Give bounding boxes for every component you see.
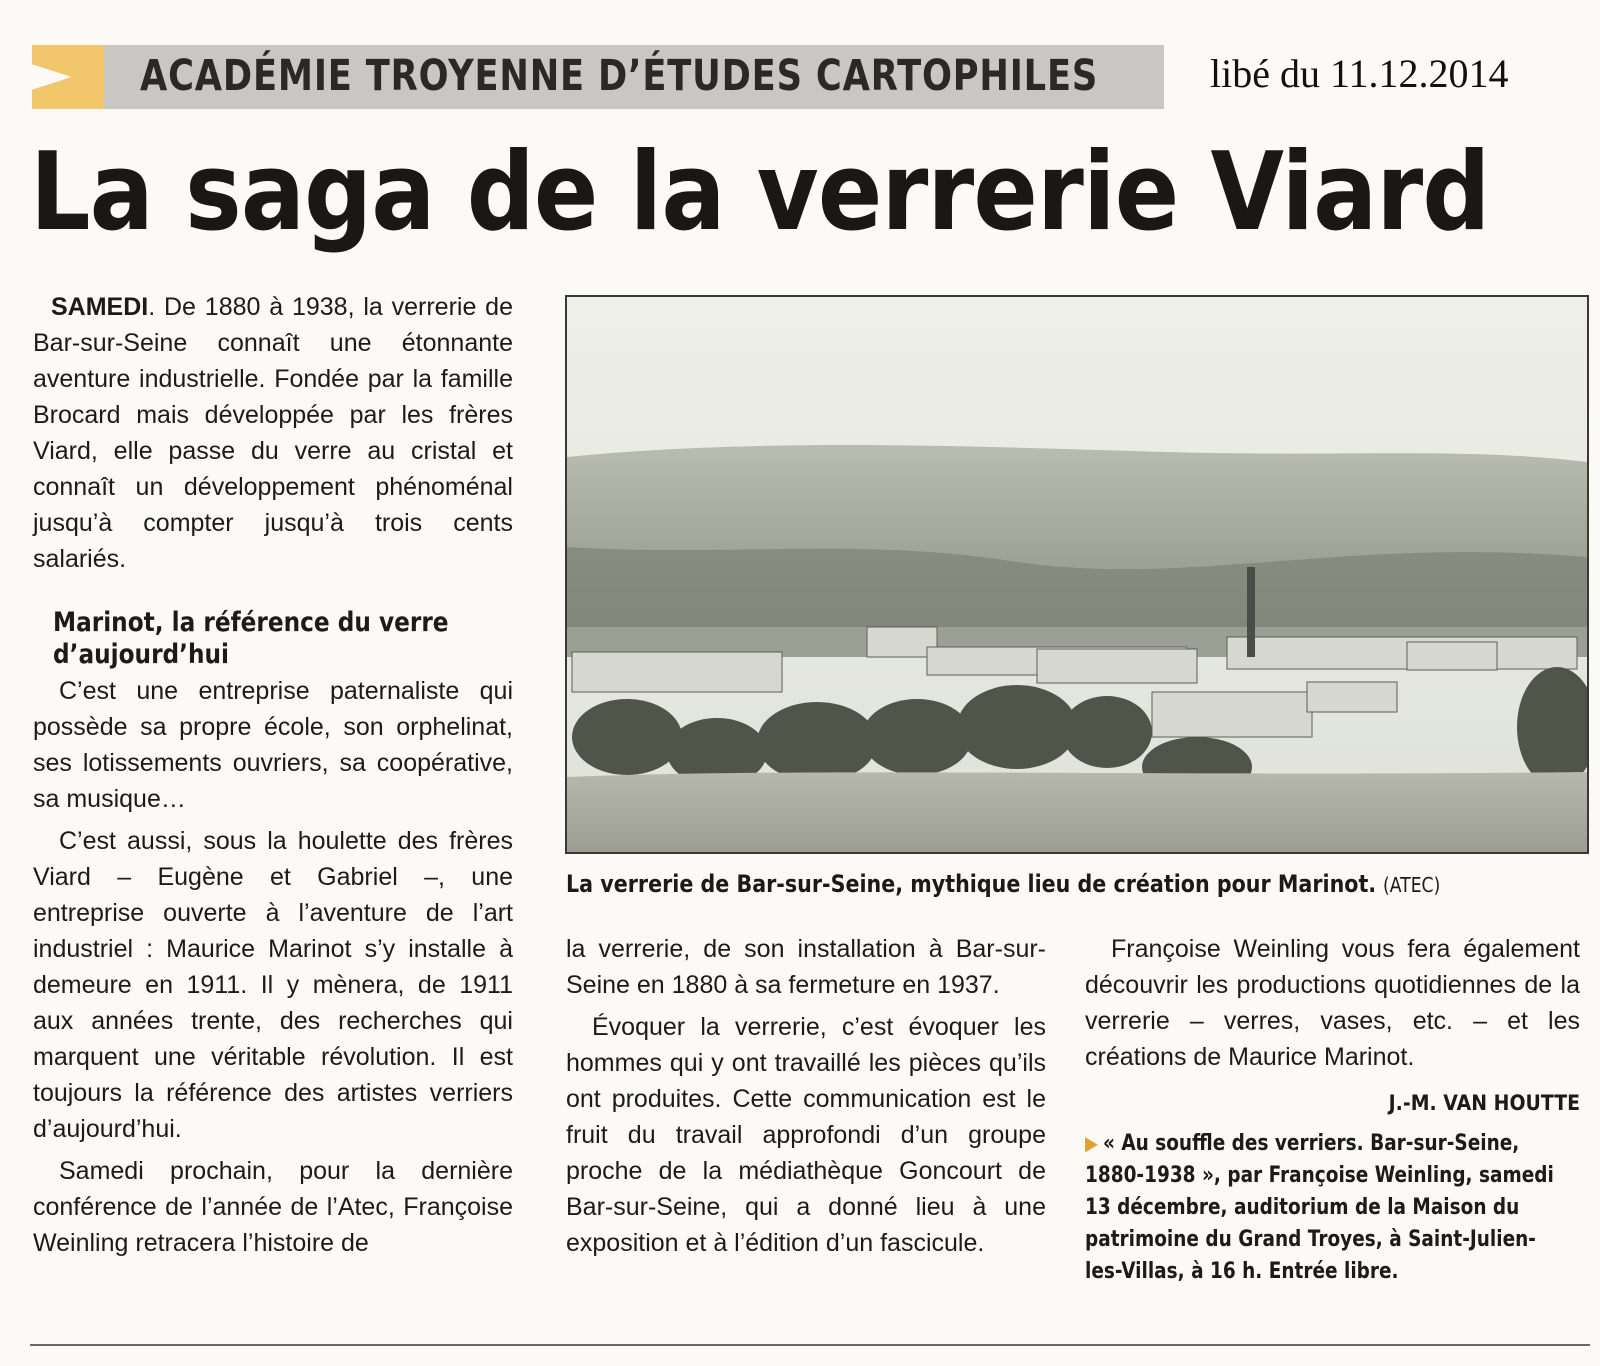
- photo-credit: (ATEC): [1383, 873, 1441, 897]
- paragraph: la verrerie, de son installation à Bar-sur-Seine en 1880 à sa fermeture en 1937.: [566, 935, 1046, 999]
- column-2: [566, 931, 1046, 1267]
- glassworks-landscape-photo: [567, 297, 1587, 852]
- column-1: [33, 289, 513, 1267]
- paragraph: [33, 289, 513, 577]
- bottom-rule: [30, 1344, 1590, 1346]
- photo: [565, 295, 1589, 854]
- headline: La saga de la verrerie Viard: [30, 130, 1490, 255]
- byline: J.-M. VAN HOUTTE: [1388, 1091, 1580, 1115]
- paragraph: C’est aussi, sous la houlette des frères Viard – Eugène et Gabriel –, une entreprise ouverte à l’aventure de l’art industriel : Maurice Marinot s’y installe à demeure en 1911. Il y mènera, de 1911 aux années trente, des recherches qui marquent une véritable révolution. Il est toujours la référence des artistes verriers d’aujourd’hui.: [33, 827, 513, 1143]
- triangle-right-icon: ▶: [1085, 1131, 1098, 1155]
- kicker-tab-decoration: [32, 45, 104, 109]
- paragraph: C’est une entreprise paternaliste qui possède sa propre école, son orphelinat, ses lotissements ouvriers, sa coopérative, sa musique…: [33, 677, 513, 813]
- paragraph: Françoise Weinling vous fera également découvrir les productions quotidiennes de la verrerie – verres, vases, etc. – et les créations de Maurice Marinot.: [1085, 935, 1580, 1071]
- caption-text: La verrerie de Bar-sur-Seine, mythique lieu de création pour Marinot.: [566, 870, 1377, 898]
- paragraph-text: . De 1880 à 1938, la verrerie de Bar-sur-Seine connaît une étonnante aventure industrielle. Fondée par la famille Brocard mais développée par les frères Viard, elle passe du verre au cristal et connaît un développement phénoménal jusqu’à compter jusqu’à trois cents salariés.: [33, 293, 513, 573]
- paragraph: Évoquer la verrerie, c’est évoquer les hommes qui y ont travaillé les pièces qu’ils ont produites. Cette communication est le fruit du travail approfondi d’un groupe proche de la médiathèque Goncourt de Bar-sur-Seine, qui a donné lieu à une exposition et à l’édition d’un fascicule.: [566, 1013, 1046, 1257]
- event-info: [1085, 1127, 1572, 1288]
- dateline: libé du 11.12.2014: [1210, 51, 1509, 96]
- subheading: Marinot, la référence du verre d’aujourd’hui: [53, 607, 449, 670]
- section-kicker: [32, 45, 1162, 109]
- column-3: [1085, 931, 1580, 1288]
- lead-word: SAMEDI: [51, 293, 149, 321]
- kicker-text: ACADÉMIE TROYENNE D’ÉTUDES CARTOPHILES: [140, 51, 1099, 101]
- photo-caption: [566, 870, 1452, 898]
- event-info-text: « Au souffle des verriers. Bar-sur-Seine, 1880-1938 », par Françoise Weinling, samedi 13 décembre, auditorium de la Maison du patrimoine du Grand Troyes, à Saint-Julien-les-Villas, à 16 h. Entrée libre.: [1085, 1131, 1554, 1284]
- paragraph: Samedi prochain, pour la dernière conférence de l’année de l’Atec, Françoise Weinling retracera l’histoire de: [33, 1157, 513, 1257]
